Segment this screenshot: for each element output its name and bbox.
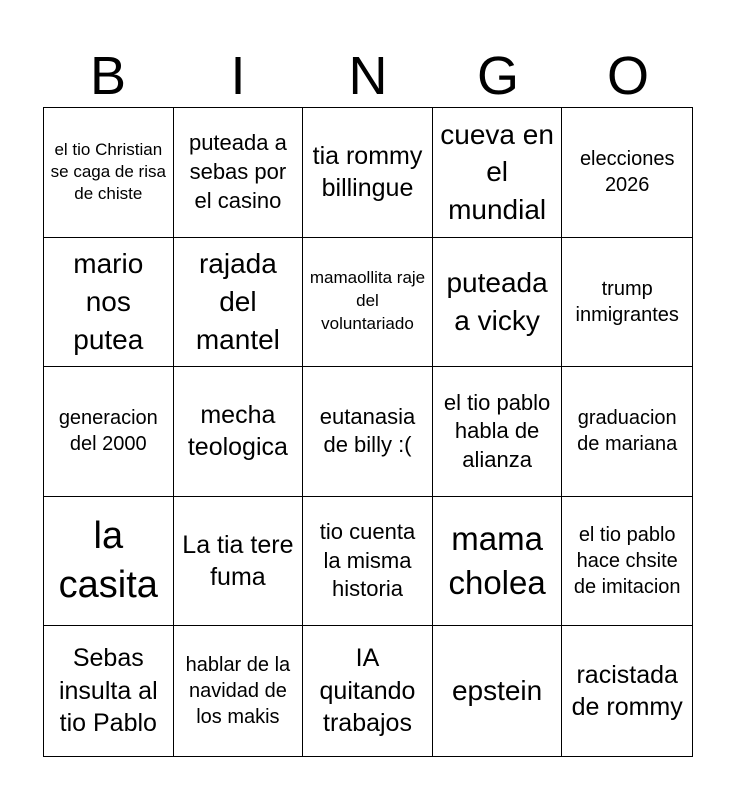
cell-text: elecciones 2026 (579, 148, 675, 197)
header-letter-n: N (348, 46, 388, 106)
bingo-cell[interactable] (44, 626, 174, 756)
cell-text: graduacion de mariana (577, 407, 678, 456)
bingo-cell[interactable] (44, 238, 174, 368)
bingo-cell[interactable] (562, 626, 692, 756)
header-letter-b: B (89, 46, 127, 106)
cell-text: mama cholea (448, 519, 546, 602)
bingo-cell[interactable] (433, 497, 563, 627)
cell-text: trump inmigrantes (575, 277, 679, 326)
cell-text: rajada del mantel (195, 248, 280, 355)
cell-text: puteada a vicky (446, 267, 548, 336)
bingo-cell[interactable] (174, 108, 304, 238)
cell-text: generacion del 2000 (58, 407, 158, 456)
bingo-cell[interactable] (303, 108, 433, 238)
bingo-cell[interactable] (562, 367, 692, 497)
bingo-cell[interactable] (44, 367, 174, 497)
cell-text: tio cuenta la misma historia (319, 519, 416, 602)
bingo-cell[interactable] (303, 367, 433, 497)
cell-text: eutanasia de billy :( (319, 403, 416, 458)
header-letter-i: I (230, 46, 246, 106)
bingo-cell[interactable] (433, 367, 563, 497)
header-letter-o: O (606, 46, 649, 106)
bingo-cell[interactable] (562, 238, 692, 368)
cell-text: racistada de rommy (571, 660, 683, 722)
bingo-cell[interactable] (303, 238, 433, 368)
cell-text: la casita (58, 514, 158, 607)
bingo-header (43, 44, 693, 108)
cell-text: Sebas insulta al tio Pablo (58, 644, 158, 738)
cell-text: el tio pablo habla de alianza (443, 389, 551, 472)
bingo-board (43, 107, 693, 757)
cell-text: hablar de la navidad de los makis (185, 654, 291, 729)
bingo-cell[interactable] (303, 626, 433, 756)
cell-text: tia rommy billingue (312, 141, 423, 203)
bingo-cell[interactable] (174, 626, 304, 756)
cell-text: epstein (451, 675, 543, 707)
bingo-cell[interactable] (44, 497, 174, 627)
cell-text: mamaollita raje del voluntariado (309, 268, 426, 334)
cell-text: La tia tere fuma (182, 530, 294, 592)
bingo-cell[interactable] (303, 497, 433, 627)
cell-text: el tio pablo hace chsite de imitacion (573, 524, 681, 599)
cell-text: puteada a sebas por el casino (188, 130, 287, 213)
cell-text: IA quitando trabajos (319, 644, 416, 738)
cell-text: cueva en el mundial (440, 118, 554, 226)
bingo-cell[interactable] (433, 626, 563, 756)
bingo-cell[interactable] (174, 238, 304, 368)
bingo-cell[interactable] (174, 497, 304, 627)
cell-text: mario nos putea (73, 248, 144, 355)
bingo-cell[interactable] (44, 108, 174, 238)
cell-text: el tio Christian se caga de risa de chiste (50, 140, 166, 204)
bingo-cell[interactable] (562, 108, 692, 238)
bingo-cell[interactable] (433, 238, 563, 368)
cell-text: mecha teologica (187, 400, 288, 462)
bingo-cell[interactable] (174, 367, 304, 497)
bingo-cell[interactable] (433, 108, 563, 238)
bingo-cell[interactable] (562, 497, 692, 627)
header-letter-g: G (476, 46, 519, 106)
